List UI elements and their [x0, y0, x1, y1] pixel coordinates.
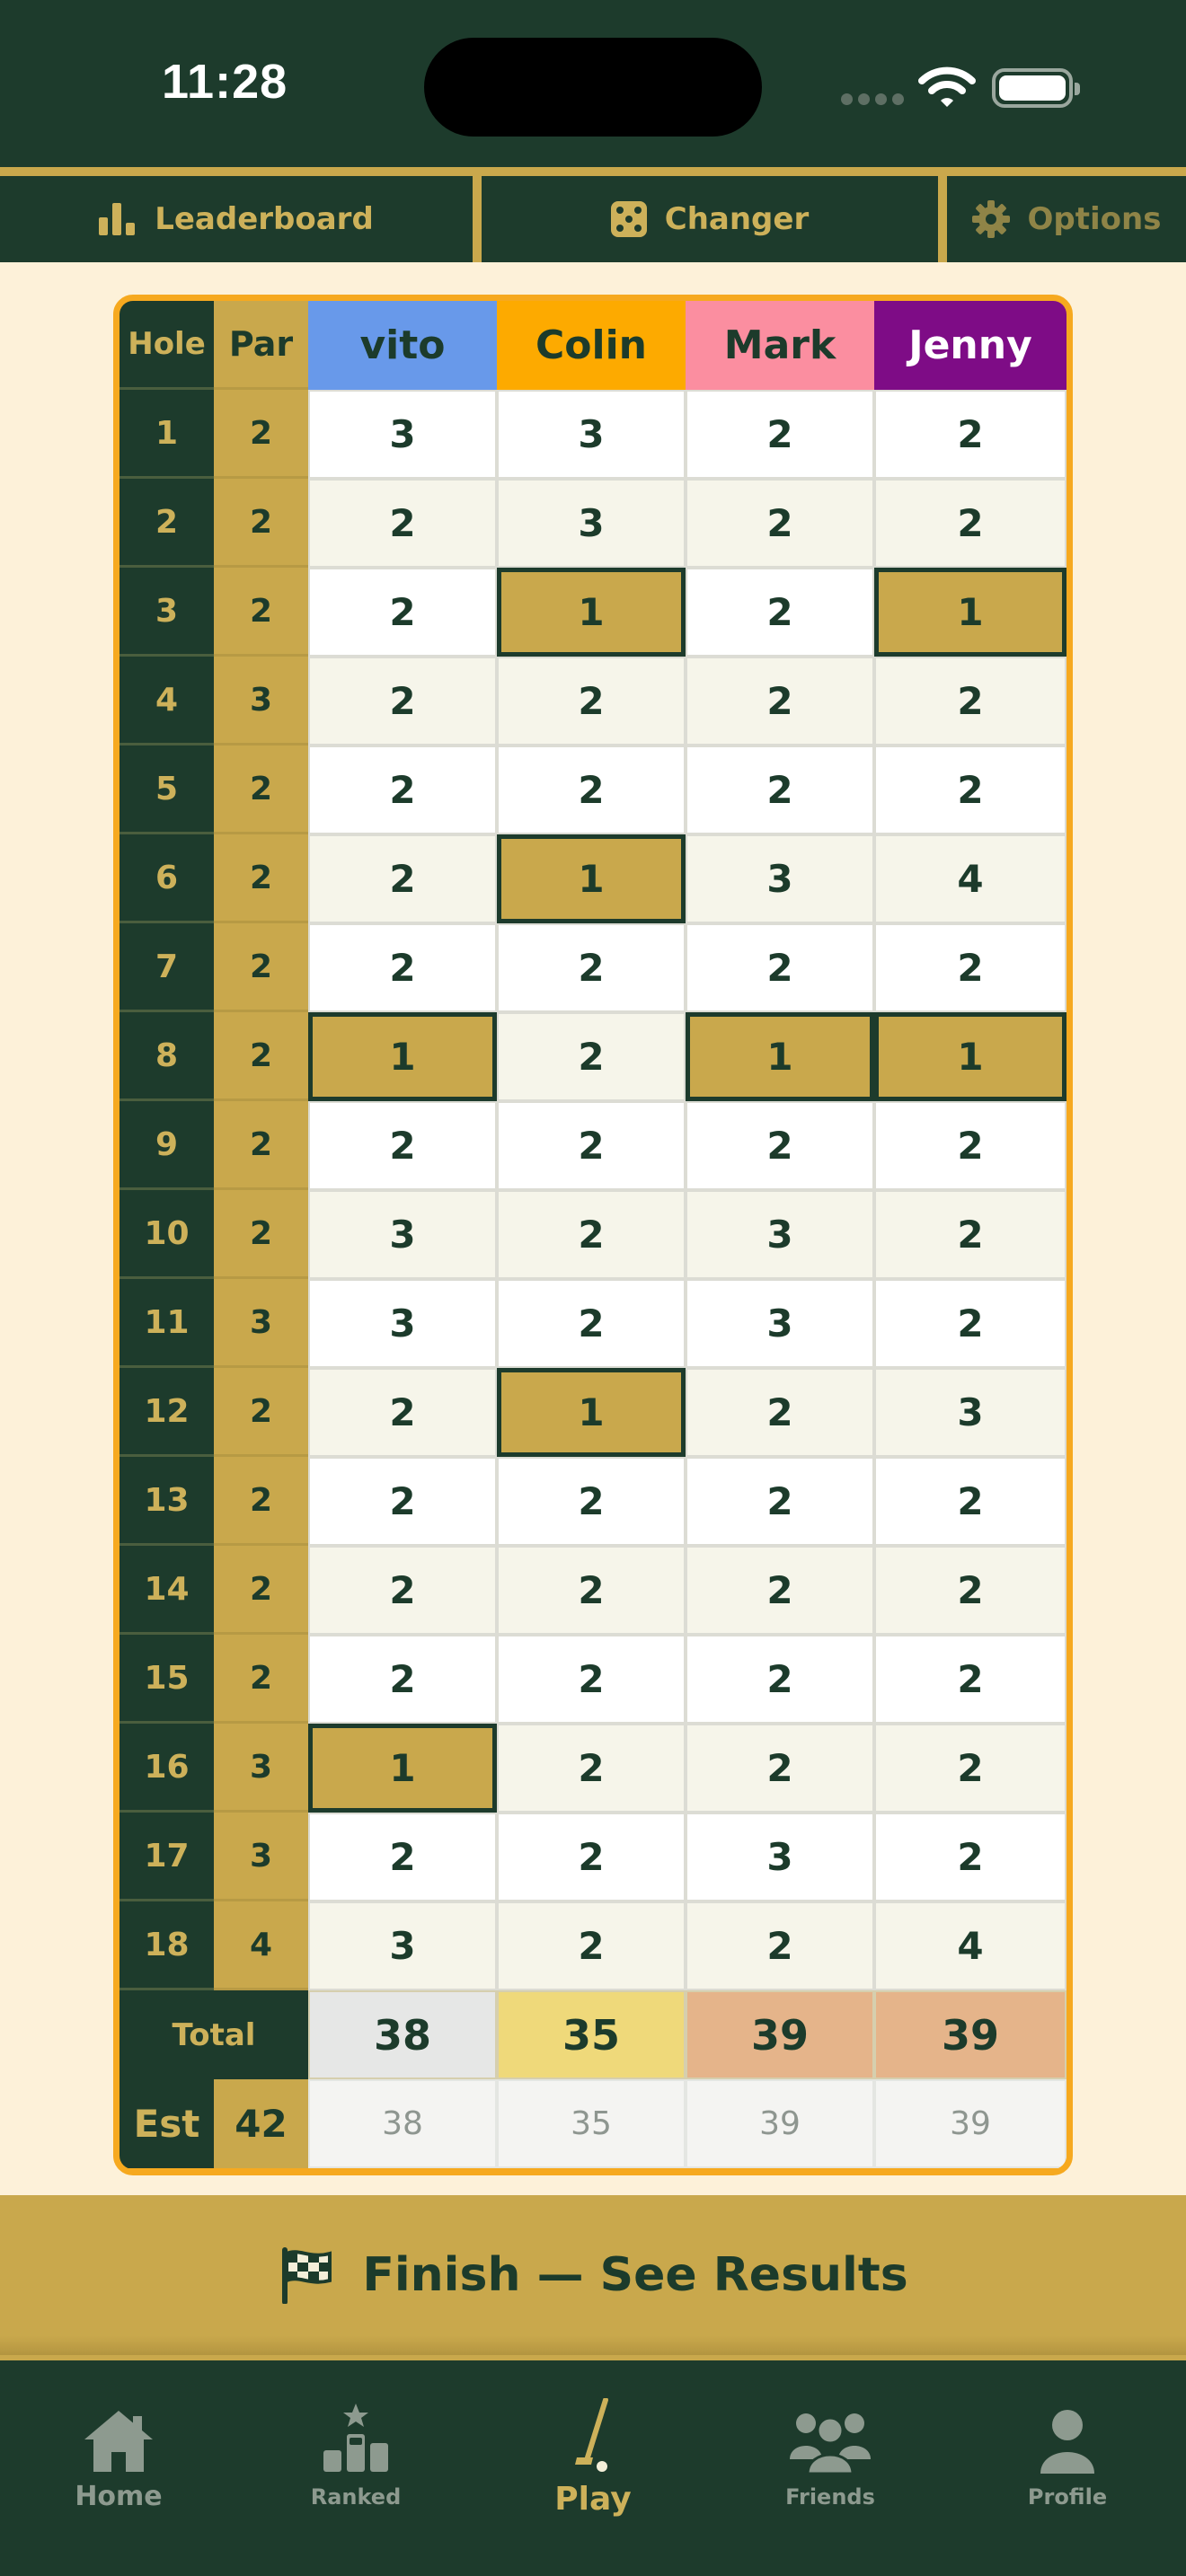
score-cell[interactable]: 2 [497, 657, 686, 745]
score-cell[interactable]: 2 [874, 479, 1067, 568]
score-cell[interactable]: 2 [874, 657, 1067, 745]
score-cell[interactable]: 2 [497, 1901, 686, 1990]
nav-profile[interactable] [949, 2384, 1186, 2519]
scorecard [113, 295, 1073, 2175]
score-cell[interactable]: 2 [308, 657, 497, 745]
hole-par: 2 [214, 923, 308, 1012]
hole-par: 3 [214, 1724, 308, 1813]
score-cell[interactable]: 1 [308, 1012, 497, 1101]
score-cell[interactable]: 2 [497, 1724, 686, 1813]
score-cell[interactable]: 1 [686, 1012, 874, 1101]
score-cell[interactable]: 1 [874, 568, 1067, 657]
score-cell[interactable]: 2 [686, 1546, 874, 1635]
hole-number: 4 [119, 657, 214, 745]
player-total: 39 [874, 1990, 1067, 2079]
tab-options-label: Options [1027, 201, 1162, 237]
score-cell[interactable]: 2 [308, 745, 497, 834]
hole-number: 8 [119, 1012, 214, 1101]
nav-home[interactable] [0, 2384, 237, 2519]
est-label: Est [119, 2079, 214, 2168]
score-cell[interactable]: 2 [686, 1101, 874, 1190]
finish-button-label: Finish — See Results [362, 2248, 908, 2302]
player-total: 38 [308, 1990, 497, 2079]
score-cell[interactable]: 2 [497, 1190, 686, 1279]
score-cell[interactable]: 3 [686, 1279, 874, 1368]
score-cell[interactable]: 1 [497, 568, 686, 657]
hole-number: 10 [119, 1190, 214, 1279]
podium-icon [322, 2402, 390, 2474]
score-cell[interactable]: 2 [686, 568, 874, 657]
hole-number: 17 [119, 1813, 214, 1901]
score-cell[interactable]: 2 [686, 745, 874, 834]
score-cell[interactable]: 2 [497, 1101, 686, 1190]
hole-par: 2 [214, 1101, 308, 1190]
home-icon [83, 2409, 155, 2474]
profile-icon [1039, 2409, 1096, 2474]
bar-chart-icon [99, 203, 137, 235]
score-cell[interactable]: 2 [497, 1546, 686, 1635]
hole-par: 2 [214, 834, 308, 923]
score-cell[interactable]: 2 [308, 568, 497, 657]
hole-par: 2 [214, 1457, 308, 1546]
hole-par: 2 [214, 1190, 308, 1279]
hole-number: 3 [119, 568, 214, 657]
hole-number: 5 [119, 745, 214, 834]
tab-leaderboard[interactable] [0, 176, 473, 262]
score-cell[interactable]: 2 [874, 1724, 1067, 1813]
cellular-signal-icon [841, 93, 904, 106]
score-cell[interactable]: 1 [308, 1724, 497, 1813]
hole-par: 3 [214, 1279, 308, 1368]
score-cell[interactable]: 2 [874, 1101, 1067, 1190]
bottom-nav [0, 2355, 1186, 2576]
hole-par: 2 [214, 1368, 308, 1457]
finish-button[interactable] [0, 2195, 1186, 2355]
player-header[interactable]: vito [308, 301, 497, 390]
tab-options[interactable] [947, 176, 1186, 262]
score-cell[interactable]: 3 [686, 1190, 874, 1279]
score-cell[interactable]: 2 [686, 1901, 874, 1990]
hole-par: 3 [214, 657, 308, 745]
hole-number: 9 [119, 1101, 214, 1190]
hole-number: 12 [119, 1368, 214, 1457]
player-total: 39 [686, 1990, 874, 2079]
hole-par: 2 [214, 745, 308, 834]
score-cell[interactable]: 3 [497, 390, 686, 479]
scorecard-grid [119, 301, 1067, 2169]
score-cell[interactable]: 2 [497, 1279, 686, 1368]
hole-number: 6 [119, 834, 214, 923]
nav-ranked-label: Ranked [310, 2484, 402, 2510]
hole-number: 13 [119, 1457, 214, 1546]
score-cell[interactable]: 4 [874, 1901, 1067, 1990]
score-cell[interactable]: 2 [308, 1635, 497, 1724]
battery-icon [992, 68, 1073, 108]
score-cell[interactable]: 2 [686, 1457, 874, 1546]
player-estimate: 39 [874, 2079, 1067, 2168]
top-tab-bar [0, 167, 1186, 262]
score-cell[interactable]: 2 [308, 1101, 497, 1190]
nav-play-label: Play [554, 2481, 632, 2518]
hole-par: 2 [214, 479, 308, 568]
nav-ranked[interactable] [237, 2384, 474, 2519]
score-cell[interactable]: 2 [874, 1457, 1067, 1546]
score-cell[interactable]: 3 [308, 1190, 497, 1279]
score-cell[interactable]: 2 [497, 1635, 686, 1724]
score-cell[interactable]: 2 [874, 745, 1067, 834]
status-bar [0, 0, 1186, 167]
tab-leaderboard-label: Leaderboard [155, 201, 374, 237]
score-cell[interactable]: 2 [874, 1279, 1067, 1368]
score-cell[interactable]: 2 [686, 479, 874, 568]
par-header: Par [214, 301, 308, 390]
score-cell[interactable]: 2 [874, 1546, 1067, 1635]
score-cell[interactable]: 2 [686, 1724, 874, 1813]
player-header[interactable]: Colin [497, 301, 686, 390]
checkered-flag-icon [278, 2246, 335, 2304]
score-cell[interactable]: 2 [308, 1368, 497, 1457]
hole-number: 18 [119, 1901, 214, 1990]
hole-par: 2 [214, 1635, 308, 1724]
nav-friends[interactable] [712, 2384, 949, 2519]
wifi-icon [918, 65, 976, 110]
dynamic-island [424, 38, 762, 137]
total-label: Total [119, 1990, 308, 2079]
hole-number: 1 [119, 390, 214, 479]
hole-par: 2 [214, 1012, 308, 1101]
nav-play[interactable] [474, 2384, 712, 2519]
score-cell[interactable]: 2 [874, 923, 1067, 1012]
hole-header: Hole [119, 301, 214, 390]
status-time: 11:28 [162, 55, 288, 109]
score-cell[interactable]: 2 [686, 923, 874, 1012]
hole-par: 3 [214, 1813, 308, 1901]
gear-icon [972, 200, 1010, 238]
score-cell[interactable]: 3 [308, 390, 497, 479]
score-cell[interactable]: 2 [686, 390, 874, 479]
score-cell[interactable]: 2 [686, 1635, 874, 1724]
hole-number: 11 [119, 1279, 214, 1368]
putter-icon [566, 2398, 620, 2474]
est-par: 42 [214, 2079, 308, 2168]
friends-icon [790, 2409, 871, 2474]
score-cell[interactable]: 2 [308, 923, 497, 1012]
score-cell[interactable]: 2 [308, 1546, 497, 1635]
score-cell[interactable]: 2 [874, 1813, 1067, 1901]
score-cell[interactable]: 4 [874, 834, 1067, 923]
hole-number: 16 [119, 1724, 214, 1813]
dice-icon [611, 201, 647, 237]
hole-number: 15 [119, 1635, 214, 1724]
nav-home-label: Home [75, 2481, 163, 2512]
score-cell[interactable]: 3 [308, 1279, 497, 1368]
player-total: 35 [497, 1990, 686, 2079]
score-cell[interactable]: 2 [497, 1813, 686, 1901]
score-cell[interactable]: 3 [308, 1901, 497, 1990]
score-cell[interactable]: 2 [308, 834, 497, 923]
nav-profile-label: Profile [1027, 2484, 1108, 2510]
tab-changer-label: Changer [664, 201, 810, 237]
score-cell[interactable]: 1 [497, 834, 686, 923]
score-cell[interactable]: 2 [686, 1368, 874, 1457]
player-header[interactable]: Mark [686, 301, 874, 390]
score-cell[interactable]: 2 [308, 1813, 497, 1901]
score-cell[interactable]: 3 [686, 834, 874, 923]
score-cell[interactable]: 2 [874, 390, 1067, 479]
hole-number: 2 [119, 479, 214, 568]
score-cell[interactable]: 2 [497, 1457, 686, 1546]
score-cell[interactable]: 2 [308, 1457, 497, 1546]
score-cell[interactable]: 2 [686, 657, 874, 745]
hole-par: 2 [214, 390, 308, 479]
score-cell[interactable]: 2 [497, 923, 686, 1012]
score-cell[interactable]: 3 [686, 1813, 874, 1901]
score-cell[interactable]: 3 [874, 1368, 1067, 1457]
score-cell[interactable]: 2 [874, 1190, 1067, 1279]
player-estimate: 35 [497, 2079, 686, 2168]
player-estimate: 38 [308, 2079, 497, 2168]
player-estimate: 39 [686, 2079, 874, 2168]
hole-number: 7 [119, 923, 214, 1012]
score-cell[interactable]: 3 [497, 479, 686, 568]
score-cell[interactable]: 1 [497, 1368, 686, 1457]
score-cell[interactable]: 2 [497, 1012, 686, 1101]
player-header[interactable]: Jenny [874, 301, 1067, 390]
hole-par: 2 [214, 1546, 308, 1635]
score-cell[interactable]: 2 [308, 479, 497, 568]
hole-par: 2 [214, 568, 308, 657]
score-cell[interactable]: 2 [497, 745, 686, 834]
score-cell[interactable]: 2 [874, 1635, 1067, 1724]
score-cell[interactable]: 1 [874, 1012, 1067, 1101]
tab-changer[interactable] [482, 176, 938, 262]
hole-number: 14 [119, 1546, 214, 1635]
nav-friends-label: Friends [785, 2484, 875, 2510]
hole-par: 4 [214, 1901, 308, 1990]
